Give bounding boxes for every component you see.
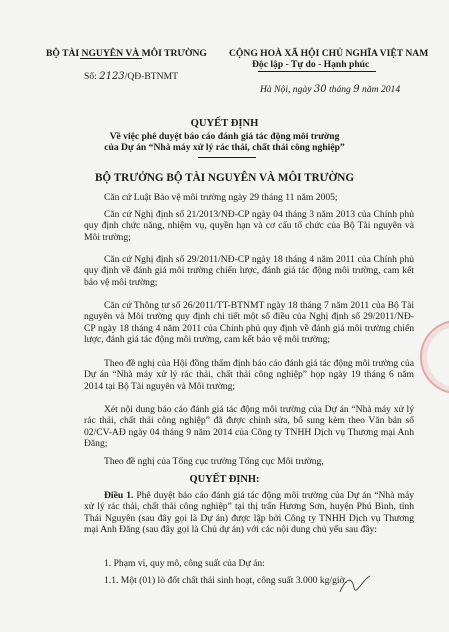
date-ngay: ngày xyxy=(292,84,312,95)
ministry-underline xyxy=(80,58,142,59)
number-suffix: /QĐ-BTNMT xyxy=(124,71,178,82)
preamble-paragraph: Căn cứ Nghị định số 29/2011/NĐ-CP ngày 18 tháng 4 năm 2011 của Chính phủ quy định về đánh giá môi trường chiến lược, đánh giá tác động môi trường, cam kết bảo vệ môi trường; xyxy=(84,254,414,288)
subtitle-underline xyxy=(198,157,256,158)
article-1 xyxy=(84,490,414,536)
decision-subtitle-line-1: Về việc phê duyệt báo cáo đánh giá tác động môi trường xyxy=(109,131,340,142)
date-prefix: Hà Nội, xyxy=(260,84,291,95)
preamble-paragraph: Căn cứ Luật Bảo vệ môi trường ngày 29 tháng 11 năm 2005; xyxy=(104,192,338,203)
preamble-paragraph: Theo đề nghị của Tổng cục trưởng Tổng cục Môi trường, xyxy=(104,456,324,467)
initial-signature xyxy=(336,570,376,600)
preamble-paragraph: Theo đề nghị của Hội đồng thẩm định báo cáo đánh giá tác động môi trường của Dự án “Nhà máy xử lý rác thải, chất thải công nghiệp” họp ngày 19 tháng 6 năm 2014 tại Bộ Tài nguyên và Môi trường; xyxy=(84,358,414,392)
motto-underline xyxy=(258,71,376,72)
decision-title: QUYẾT ĐỊNH xyxy=(190,118,259,129)
list-item-1: 1. Phạm vi, quy mô, công suất của Dự án: xyxy=(104,558,265,569)
number-prefix: Số: xyxy=(84,71,97,82)
date-year: năm 2014 xyxy=(362,84,401,95)
red-seal-stamp xyxy=(420,320,449,394)
issuing-authority: BỘ TRƯỞNG BỘ TÀI NGUYÊN VÀ MÔI TRƯỜNG xyxy=(94,172,355,184)
list-item-1-1: 1.1. Một (01) lò đốt chất thải sinh hoạt, công suất 3.000 kg/giờ. xyxy=(104,575,348,586)
document-date xyxy=(260,84,400,95)
date-month: 9 xyxy=(353,84,360,95)
decision-subtitle-line-2: của Dự án “Nhà máy xử lý rác thải, chất thải công nghiệp” xyxy=(104,142,345,153)
preamble-paragraph: Căn cứ Nghị định số 21/2013/NĐ-CP ngày 04 tháng 3 năm 2013 của Chính phủ quy định chức năng, nhiệm vụ, quyền hạn và cơ cấu tổ chức của Bộ Tài nguyên và Môi trường; xyxy=(84,209,414,243)
number-handwritten: 2123 xyxy=(99,71,125,82)
preamble-paragraph: Xét nội dung báo cáo đánh giá tác động môi trường của Dự án “Nhà máy xử lý rác thải, chất thải công nghiệp” đã được chỉnh sửa, bổ sung kèm theo Văn bản số 02/CV-AĐ ngày 04 tháng 9 năm 2014 của Công ty TNHH Dịch vụ Thương mại Anh Đăng; xyxy=(84,404,414,450)
article-1-text: Phê duyệt báo cáo đánh giá tác động môi trường của Dự án “Nhà máy xử lý rác thải, chất thải công nghiệp” tại thị trấn Hương Sơn, huyện Phú Bình, tỉnh Thái Nguyên (sau đây gọi là Dự án) được lập bởi Công ty TNHH Dịch vụ Thương mại Anh Đăng (sau đây gọi là Chủ dự án) với các nội dung chủ yếu sau đây: xyxy=(84,490,415,536)
preamble-paragraph: Căn cứ Thông tư số 26/2011/TT-BTNMT ngày 18 tháng 7 năm 2011 của Bộ Tài nguyên và Môi trường quy định chi tiết một số điều của Nghị định số 29/2011/NĐ-CP ngày 18 tháng 4 năm 2011 của Chính phủ quy định về đánh giá môi trường chiến lược, đánh giá tác động môi trường, cam kết bảo vệ môi trường; xyxy=(84,300,414,346)
ministry-name: BỘ TÀI NGUYÊN VÀ MÔI TRƯỜNG xyxy=(46,48,207,59)
date-day: 30 xyxy=(313,84,327,95)
national-motto: Độc lập - Tự do - Hạnh phúc xyxy=(252,59,370,70)
republic-name: CỘNG HOÀ XÃ HỘI CHỦ NGHĨA VIỆT NAM xyxy=(229,48,429,59)
date-thang: tháng xyxy=(329,84,351,95)
decision-heading: QUYẾT ĐỊNH: xyxy=(189,474,260,485)
article-1-label: Điều 1. xyxy=(104,490,134,501)
document-number xyxy=(84,71,178,82)
